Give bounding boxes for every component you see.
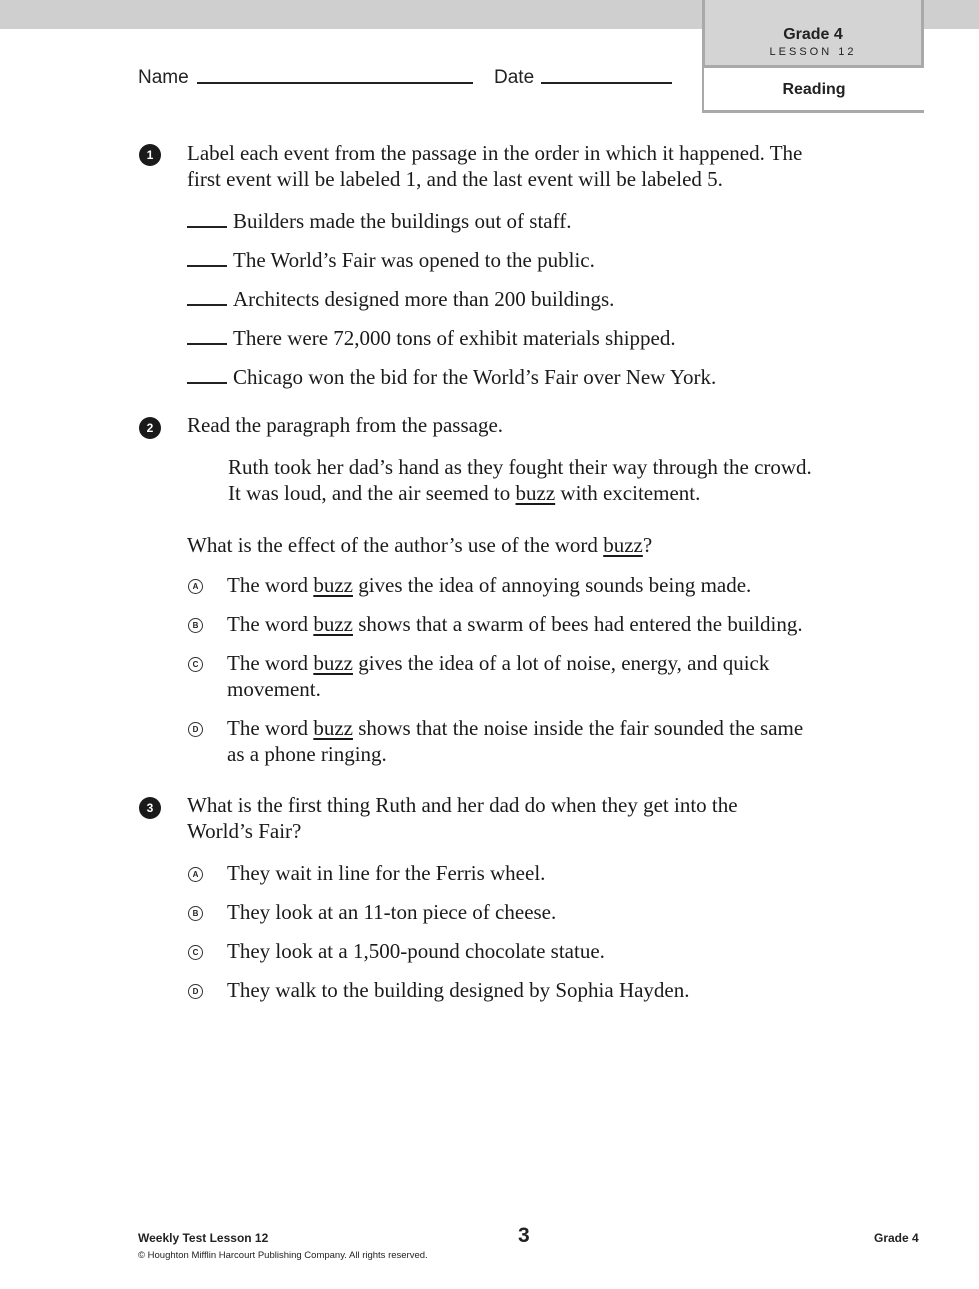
option-a-bubble[interactable]: A	[188, 579, 203, 594]
q2-option-c: The word buzz gives the idea of a lot of noise, energy, and quick	[227, 651, 770, 675]
q3-option-b: They look at an 11-ton piece of cheese.	[227, 900, 557, 924]
q2-option-b: The word buzz shows that a swarm of bees had entered the building.	[227, 612, 803, 636]
q2-option-d: The word buzz shows that the noise inside the fair sounded the same	[227, 716, 804, 740]
option-b-bubble[interactable]: B	[188, 618, 203, 633]
option-c-bubble[interactable]: C	[188, 657, 203, 672]
q3-option-c: They look at a 1,500-pound chocolate statue.	[227, 939, 605, 963]
event-item: Builders made the buildings out of staff.	[187, 208, 571, 234]
q3-prompt-line-2: World’s Fair?	[187, 819, 302, 843]
passage-line-1: Ruth took her dad’s hand as they fought their way through the crowd.	[228, 455, 812, 479]
answer-blank[interactable]	[187, 304, 227, 306]
answer-blank[interactable]	[187, 226, 227, 228]
passage-line-2: It was loud, and the air seemed to buzz with excitement.	[228, 481, 701, 505]
page-number: 3	[518, 1224, 530, 1247]
question-number-badge: 1	[139, 144, 161, 166]
footer-test-name: Weekly Test Lesson 12	[138, 1231, 269, 1245]
subject-label: Reading	[702, 68, 924, 113]
q1-prompt-line-1: Label each event from the passage in the order in which it happened. The	[187, 141, 803, 165]
question-number-badge: 2	[139, 417, 161, 439]
footer-grade: Grade 4	[874, 1231, 919, 1245]
answer-blank[interactable]	[187, 382, 227, 384]
lesson-label: LESSON 12	[769, 46, 857, 58]
grade-lesson-tab	[702, 0, 924, 68]
q2-prompt: Read the paragraph from the passage.	[187, 413, 504, 437]
event-item: There were 72,000 tons of exhibit materials shipped.	[187, 325, 676, 351]
q2-option-d-line-2: as a phone ringing.	[227, 742, 387, 766]
q2-option-c-line-2: movement.	[227, 677, 321, 701]
q3-option-d: They walk to the building designed by Sophia Hayden.	[227, 978, 690, 1002]
date-label: Date	[494, 67, 535, 88]
option-d-bubble[interactable]: D	[188, 722, 203, 737]
q1-prompt-line-2: first event will be labeled 1, and the last event will be labeled 5.	[187, 167, 723, 191]
q2-option-a: The word buzz gives the idea of annoying sounds being made.	[227, 573, 752, 597]
answer-blank[interactable]	[187, 265, 227, 267]
question-number-badge: 3	[139, 797, 161, 819]
name-label: Name	[138, 67, 189, 88]
name-field[interactable]	[197, 82, 473, 84]
event-item: Architects designed more than 200 buildings.	[187, 286, 614, 312]
footer-copyright: © Houghton Mifflin Harcourt Publishing Company. All rights reserved.	[138, 1250, 428, 1261]
q3-option-a: They wait in line for the Ferris wheel.	[227, 861, 546, 885]
q2-question: What is the effect of the author’s use of the word buzz?	[187, 533, 653, 557]
event-item: The World’s Fair was opened to the public.	[187, 247, 595, 273]
date-field[interactable]	[541, 82, 672, 84]
event-item: Chicago won the bid for the World’s Fair over New York.	[187, 364, 716, 390]
option-d-bubble[interactable]: D	[188, 984, 203, 999]
option-b-bubble[interactable]: B	[188, 906, 203, 921]
q3-prompt-line-1: What is the first thing Ruth and her dad do when they get into the	[187, 793, 738, 817]
grade-label: Grade 4	[783, 26, 843, 43]
answer-blank[interactable]	[187, 343, 227, 345]
option-c-bubble[interactable]: C	[188, 945, 203, 960]
option-a-bubble[interactable]: A	[188, 867, 203, 882]
